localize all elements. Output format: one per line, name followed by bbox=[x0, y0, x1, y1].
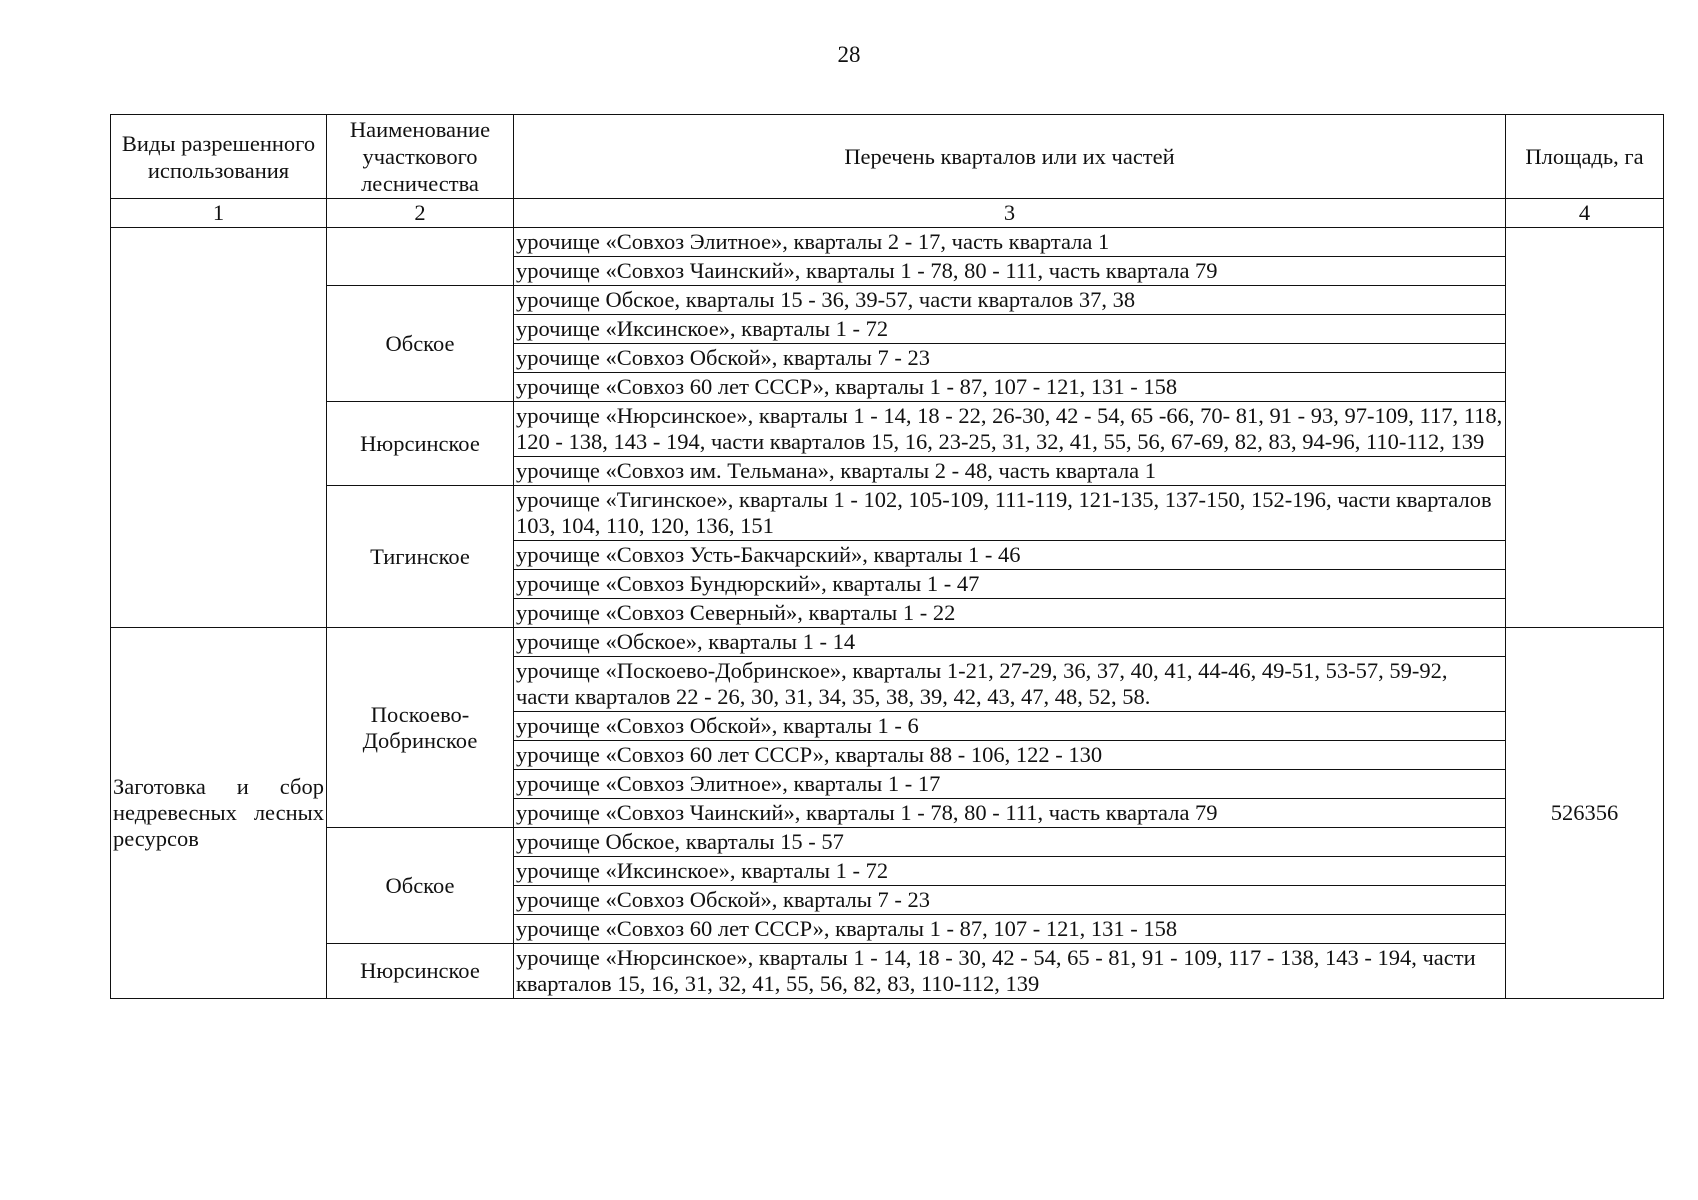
column-number: 2 bbox=[327, 199, 514, 228]
forestry-cell: Обское bbox=[327, 828, 514, 944]
forestry-cell: Нюрсинское bbox=[327, 402, 514, 486]
table-row bbox=[111, 628, 1664, 657]
forestry-cell bbox=[327, 228, 514, 286]
header-forestry: Наименование участкового лесничества bbox=[327, 115, 514, 199]
use-type-cell bbox=[111, 228, 327, 628]
quarters-cell: урочище «Совхоз Обской», кварталы 1 - 6 bbox=[514, 712, 1506, 741]
column-number-row bbox=[111, 199, 1664, 228]
quarters-cell: урочище «Совхоз им. Тельмана», кварталы 2 - 48, часть квартала 1 bbox=[514, 457, 1506, 486]
area-cell: 526356 bbox=[1506, 628, 1664, 999]
column-number: 4 bbox=[1506, 199, 1664, 228]
quarters-cell: урочище Обское, кварталы 15 - 57 bbox=[514, 828, 1506, 857]
forestry-cell: Обское bbox=[327, 286, 514, 402]
quarters-cell: урочище «Совхоз Элитное», кварталы 2 - 17, часть квартала 1 bbox=[514, 228, 1506, 257]
column-number: 3 bbox=[514, 199, 1506, 228]
quarters-cell: урочище «Совхоз Обской», кварталы 7 - 23 bbox=[514, 886, 1506, 915]
quarters-cell: урочище «Совхоз Обской», кварталы 7 - 23 bbox=[514, 344, 1506, 373]
table-row bbox=[111, 486, 1664, 541]
quarters-cell: урочище Обское, кварталы 15 - 36, 39-57, части кварталов 37, 38 bbox=[514, 286, 1506, 315]
forestry-cell: Нюрсинское bbox=[327, 944, 514, 999]
quarters-cell: урочище «Совхоз Элитное», кварталы 1 - 17 bbox=[514, 770, 1506, 799]
quarters-cell: урочище «Совхоз Чаинский», кварталы 1 - 78, 80 - 111, часть квартала 79 bbox=[514, 257, 1506, 286]
quarters-cell: урочище «Обское», кварталы 1 - 14 bbox=[514, 628, 1506, 657]
quarters-cell: урочище «Совхоз 60 лет СССР», кварталы 1 - 87, 107 - 121, 131 - 158 bbox=[514, 373, 1506, 402]
header-quarters: Перечень кварталов или их частей bbox=[514, 115, 1506, 199]
quarters-cell: урочище «Совхоз Чаинский», кварталы 1 - 78, 80 - 111, часть квартала 79 bbox=[514, 799, 1506, 828]
column-number: 1 bbox=[111, 199, 327, 228]
quarters-table bbox=[110, 114, 1664, 999]
table-row bbox=[111, 286, 1664, 315]
use-type-cell: Заготовка и сбор недревесных лесных ресурсов bbox=[111, 628, 327, 999]
quarters-cell: урочище «Совхоз 60 лет СССР», кварталы 88 - 106, 122 - 130 bbox=[514, 741, 1506, 770]
header-use-type: Виды разрешенного использования bbox=[111, 115, 327, 199]
page-number: 28 bbox=[837, 42, 861, 67]
header-row bbox=[111, 115, 1664, 199]
quarters-cell: урочище «Иксинское», кварталы 1 - 72 bbox=[514, 315, 1506, 344]
quarters-cell: урочище «Нюрсинское», кварталы 1 - 14, 18 - 22, 26-30, 42 - 54, 65 -66, 70- 81, 91 - 93, 97-109, 117, 118, 120 - 138, 143 - 194, части кварталов 15, 16, 23-25, 31, 32, 41, 55, 56, 67-69, 82, 83, 94-96, 110-112, 139 bbox=[514, 402, 1506, 457]
quarters-cell: урочище «Совхоз Усть-Бакчарский», кварталы 1 - 46 bbox=[514, 541, 1506, 570]
quarters-cell: урочище «Иксинское», кварталы 1 - 72 bbox=[514, 857, 1506, 886]
header-area: Площадь, га bbox=[1506, 115, 1664, 199]
quarters-cell: урочище «Тигинское», кварталы 1 - 102, 105-109, 111-119, 121-135, 137-150, 152-196, части кварталов 103, 104, 110, 120, 136, 151 bbox=[514, 486, 1506, 541]
quarters-cell: урочище «Совхоз 60 лет СССР», кварталы 1 - 87, 107 - 121, 131 - 158 bbox=[514, 915, 1506, 944]
quarters-cell: урочище «Совхоз Бундюрский», кварталы 1 - 47 bbox=[514, 570, 1506, 599]
quarters-cell: урочище «Нюрсинское», кварталы 1 - 14, 18 - 30, 42 - 54, 65 - 81, 91 - 109, 117 - 138, 143 - 194, части кварталов 15, 16, 31, 32, 41, 55, 56, 82, 83, 110-112, 139 bbox=[514, 944, 1506, 999]
table-row bbox=[111, 944, 1664, 999]
forestry-cell: Поскоево-Добринское bbox=[327, 628, 514, 828]
table-row bbox=[111, 402, 1664, 457]
table-row bbox=[111, 828, 1664, 857]
quarters-cell: урочище «Совхоз Северный», кварталы 1 - 22 bbox=[514, 599, 1506, 628]
area-cell bbox=[1506, 228, 1664, 628]
forestry-cell: Тигинское bbox=[327, 486, 514, 628]
table-row bbox=[111, 228, 1664, 257]
quarters-cell: урочище «Поскоево-Добринское», кварталы 1-21, 27-29, 36, 37, 40, 41, 44-46, 49-51, 53-57, 59-92, части кварталов 22 - 26, 30, 31, 34, 35, 38, 39, 42, 43, 47, 48, 52, 58. bbox=[514, 657, 1506, 712]
